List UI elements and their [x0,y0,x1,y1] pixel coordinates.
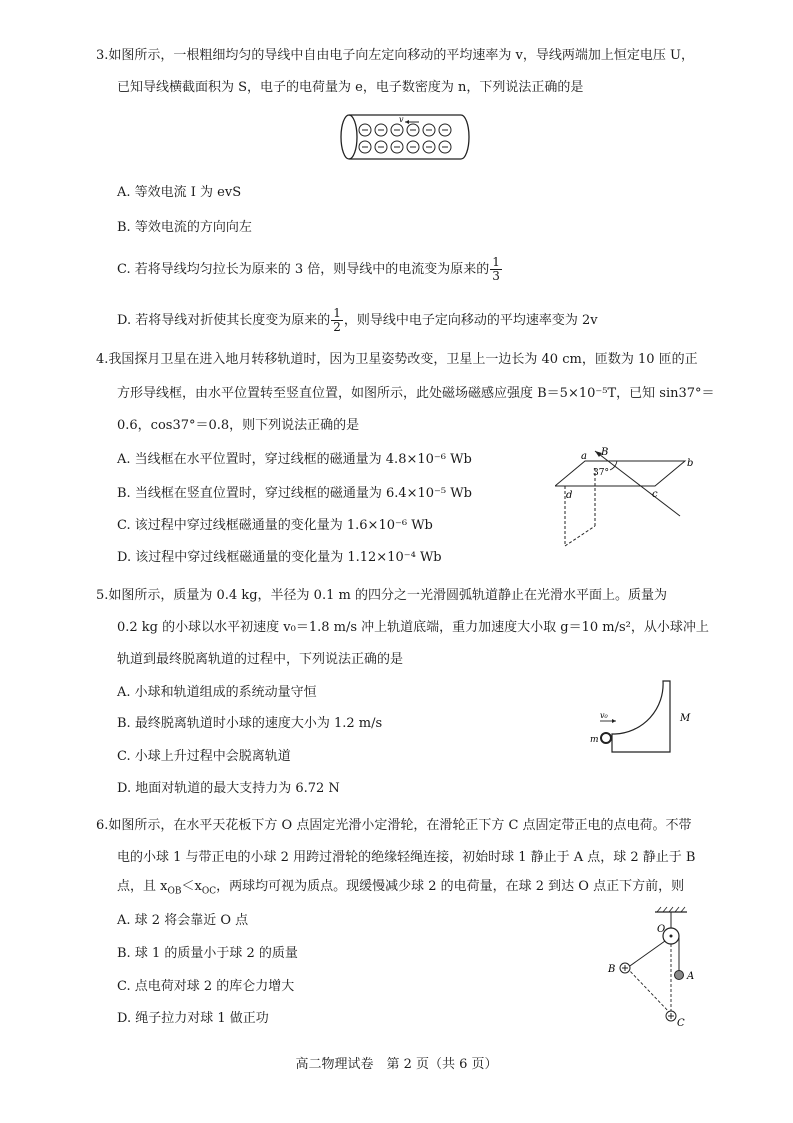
fraction-numerator: 1 [333,306,341,320]
q6-stem-line3-a: 点，且 x [117,879,168,894]
q3-wire-figure [335,110,475,165]
q3-stem-line1: 3.如图所示，一根粗细均匀的导线中自由电子向左定向移动的平均速率为 v，导线两端加上恒定电压 U， [96,48,694,63]
q6-label-O: O [657,924,666,935]
fraction-denominator: 2 [333,320,341,334]
q5-stem-line1: 5.如图所示，质量为 0.4 kg，半径为 0.1 m 的四分之一光滑圆弧轨道静止在光滑水平面上。质量为 [96,588,667,603]
fraction-denominator: 3 [492,269,500,283]
q6-stem-line3-b: ＜x [181,879,202,894]
q3-option-c [117,256,503,283]
q6-option-d: D. 绳子拉力对球 1 做正功 [117,1011,269,1026]
q6-subscript-oc: OC [201,886,217,897]
q4-label-b: b [687,458,694,469]
q3-option-d-text-post: ，则导线中电子定向移动的平均速率变为 2v [343,313,598,328]
q3-option-d-text: D. 若将导线对折使其长度变为原来的 [117,313,331,328]
q4-option-a: A. 当线框在水平位置时，穿过线框的磁通量为 4.8×10⁻⁶ Wb [117,452,472,467]
q5-stem-line2: 0.2 kg 的小球以水平初速度 v₀＝1.8 m/s 冲上轨道底端，重力加速度大小取 g＝10 m/s²，从小球冲上 [117,620,709,635]
q4-label-d: d [566,490,573,501]
q5-option-b: B. 最终脱离轨道时小球的速度大小为 1.2 m/s [117,716,383,731]
q4-stem-line1: 4.我国探月卫星在进入地月转移轨道时，因为卫星姿势改变，卫星上一边长为 40 cm，匝数为 10 匝的正 [96,352,698,367]
q4-label-a: a [581,451,587,462]
q5-option-c: C. 小球上升过程中会脱离轨道 [117,749,291,764]
q4-coil-figure [555,446,705,551]
q5-track-figure [590,676,700,761]
q6-label-A: A [687,971,695,982]
q5-option-a: A. 小球和轨道组成的系统动量守恒 [117,685,317,700]
q6-label-B: B [608,964,616,975]
q6-option-c: C. 点电荷对球 2 的库仑力增大 [117,979,295,994]
q3-option-d [117,307,598,334]
q3-option-d-fraction [331,307,343,334]
q6-stem-line1: 6.如图所示，在水平天花板下方 O 点固定光滑小定滑轮，在滑轮正下方 C 点固定带正电的点电荷。不带 [96,818,692,833]
q3-option-a: A. 等效电流 I 为 evS [117,185,242,200]
q4-option-b: B. 当线框在竖直位置时，穿过线框的磁通量为 6.4×10⁻⁵ Wb [117,486,472,501]
q3-figure-label-v: v [399,115,404,124]
q4-label-angle: 37° [593,468,609,478]
q3-option-c-text: C. 若将导线均匀拉长为原来的 3 倍，则导线中的电流变为原来的 [117,262,490,277]
q5-label-m: m [590,735,599,745]
q6-option-b: B. 球 1 的质量小于球 2 的质量 [117,946,298,961]
q6-option-a: A. 球 2 将会靠近 O 点 [117,913,249,928]
q3-option-c-fraction [490,256,502,283]
q6-pulley-figure [605,906,700,1031]
q6-stem-line3-c: ，两球均可视为质点。现缓慢减少球 2 的电荷量，在球 2 到达 O 点正下方前，则 [216,879,685,894]
q4-label-c: c [652,489,658,500]
q3-stem-line2: 已知导线横截面积为 S，电子的电荷量为 e，电子数密度为 n，下列说法正确的是 [117,80,584,95]
q4-option-d: D. 该过程中穿过线框磁通量的变化量为 1.12×10⁻⁴ Wb [117,550,442,565]
q6-stem-line3 [117,879,684,900]
q6-subscript-ob: OB [167,886,182,897]
q5-stem-line3: 轨道到最终脱离轨道的过程中，下列说法正确的是 [117,652,404,667]
q4-stem-line2: 方形导线框，由水平位置转至竖直位置，如图所示，此处磁场磁感应强度 B＝5×10⁻⁵T，已知 sin37°＝ [117,386,715,401]
page-footer: 高二物理试卷 第 2 页（共 6 页） [295,1057,498,1072]
q6-stem-line2: 电的小球 1 与带正电的小球 2 用跨过滑轮的绝缘轻绳连接，初始时球 1 静止于 A 点，球 2 静止于 B [117,850,696,865]
q5-label-M: M [680,713,691,724]
q6-label-C: C [677,1018,685,1029]
fraction-numerator: 1 [492,255,500,269]
q5-option-d: D. 地面对轨道的最大支持力为 6.72 N [117,781,340,796]
q4-label-B: B [601,447,609,458]
q5-label-v0: v₀ [600,711,608,720]
q3-option-b: B. 等效电流的方向向左 [117,220,252,235]
q4-stem-line3: 0.6，cos37°＝0.8，则下列说法正确的是 [117,418,360,433]
q4-option-c: C. 该过程中穿过线框磁通量的变化量为 1.6×10⁻⁶ Wb [117,518,433,533]
